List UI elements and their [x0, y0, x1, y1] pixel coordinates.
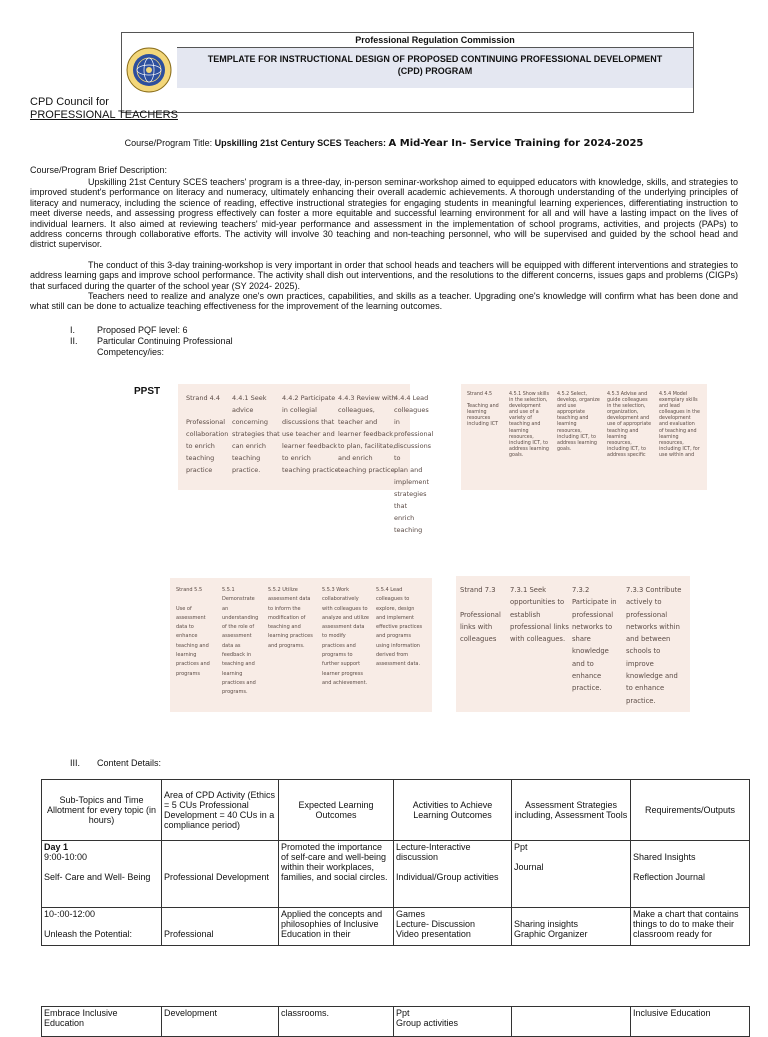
course-title-bold: Upskilling 21st Century SCES Teachers: — [214, 138, 389, 148]
table-cell — [394, 841, 512, 908]
org-name: Professional Regulation Commission — [177, 33, 693, 48]
strand-7-3-image — [456, 576, 690, 712]
strand-4-5-image — [461, 384, 707, 490]
strand-5-5-image — [170, 578, 432, 712]
p3-text: Teachers need to realize and analyze one's own practices, capabilities, and skills as a teacher. Upgrading one's knowledge will confirm what has been done and what still can be done to actualize teaching effectiveness for the improvement of the learning outcomes. — [30, 291, 738, 312]
cpd-area: Professional Development — [164, 872, 270, 882]
council-line1: CPD Council for — [30, 96, 109, 108]
table-cell: Promoted the importance of self-care and well-being within their workplaces, families, and social circles. — [279, 841, 394, 908]
p2-text: The conduct of this 3-day training-workshop is very important in order that school heads and teachers will be equipped with different interventions and strategies to address learning gaps and improve school performance. The activity shall dish out interventions, and the resolutions to the different concerns, issues gaps and problems (CIGPs) that surfaced during the quarter of the school year (SY 2024- 2025). — [30, 260, 738, 291]
list-text: Competency/ies: — [97, 347, 165, 357]
assessment: Journal — [514, 862, 544, 872]
strand-cell: Strand 4.5 Teaching and learning resources including ICT — [467, 392, 499, 428]
list-num: I. — [70, 325, 76, 335]
output: Reflection Journal — [633, 872, 706, 882]
description-paragraph-2 — [30, 260, 738, 291]
strand-cell: 5.5.3 Work collaboratively with colleagues to analyze and utilize assessment data to modify practices and programs to further support learner progress and achievement. — [322, 587, 369, 686]
description-label: Course/Program Brief Description: — [30, 165, 168, 175]
table-cell — [512, 1007, 631, 1037]
assessment: Sharing insights Graphic Organizer — [514, 919, 588, 939]
form-title-line2: (CPD) PROGRAM — [397, 66, 473, 76]
topic: Unleash the Potential: — [44, 929, 133, 939]
table-header-row — [42, 780, 750, 841]
strand-cell: 7.3.2 Participate in professional networks to share knowledge and to enhance practice. — [572, 586, 617, 693]
council-line2: PROFESSIONAL TEACHERS — [30, 109, 178, 121]
content-details-heading — [70, 758, 161, 768]
strand-cell: 5.5.2 Utilize assessment data to inform the modification of teaching and learning practices and programs. — [268, 587, 313, 649]
table-cell: Applied the concepts and philosophies of Inclusive Education in their — [279, 908, 394, 946]
strand-cell: 5.5.1 Demonstrate an understanding of the role of assessment data as feedback in teaching and learning practices and programs. — [222, 587, 259, 696]
list-text: Proposed PQF level: 6 — [97, 325, 188, 335]
table-row — [42, 1007, 750, 1037]
content-details-table-continued — [41, 1006, 750, 1037]
strand-cell: 4.5.3 Advise and guide colleagues in the selection, organization, development and use of appropriate teaching and learning resources, including ICT, to address specific — [607, 392, 652, 458]
strand-cell: 4.5.4 Model exemplary skills and lead colleagues in the development and evaluation of teaching and learning resources, including ICT, for use within and — [659, 392, 700, 458]
strand-cell: 4.4.2 Participate in collegial discussions that use teacher and learner feedback to enrich teaching practice. — [282, 394, 341, 474]
strand-cell: 4.4.3 Review with colleagues, teacher and learner feedback to plan, facilitate, and enrich teaching practice. — [338, 394, 397, 474]
list-num: II. — [70, 336, 78, 346]
strand-cell: Strand 5.5 Use of assessment data to enhance teaching and learning practices and programs — [176, 587, 210, 677]
table-cell: Make a chart that contains things to do to make their classroom ready for — [631, 908, 750, 946]
list-text: Content Details: — [97, 758, 162, 768]
table-row — [42, 908, 750, 946]
activity: Lecture-Interactive discussion — [396, 842, 471, 862]
output: Shared Insights — [633, 852, 696, 862]
list-num: III. — [70, 758, 81, 768]
table-cell: Ppt Group activities — [394, 1007, 512, 1037]
list-text: Particular Continuing Professional — [97, 336, 233, 346]
council-name — [30, 96, 178, 122]
course-title — [0, 138, 768, 149]
strand-cell: Strand 7.3 Professional links with colleagues — [460, 586, 501, 644]
table-cell — [42, 908, 162, 946]
strand-cell: Strand 4.4 Professional collaboration to enrich teaching practice — [186, 394, 229, 474]
strand-cell: 4.4.4 Lead colleagues in professional discussions to plan and implement strategies that enrich teaching — [394, 394, 434, 534]
topic: Self- Care and Well- Being — [44, 872, 151, 882]
table-row — [42, 841, 750, 908]
table-cell — [512, 908, 631, 946]
header-cell: Assessment Strategies including, Assessment Tools — [512, 780, 631, 841]
cpd-area: Professional — [164, 929, 214, 939]
header-cell: Sub-Topics and Time Allotment for every topic (in hours) — [42, 780, 162, 841]
table-cell — [631, 841, 750, 908]
table-cell: Games Lecture- Discussion Video presentation — [394, 908, 512, 946]
p1-text: Upskilling 21st Century SCES teachers' program is a three-day, in-person seminar-workshop aimed to equipped educators with knowledge, skills, and strategies to improved student's performance on literacy and numeracy, ultimately enhancing their overall academic achievements. A thorough understanding of the underlying principles of literacy and numeracy, including the science of reading, effective instructional strategies for engaging students in meaningful learning experiences, differentiating instruction to meet diverse needs, and assessing progress effectively can foster a more equitable and successful learning environment for all and will have a lasting impact on the lives of individual learners. It also aimed at reviewing teachers' mid-year performance and assessment in the implementation of school programs, activities, and projects (PAPs) to address concerns through collaborative efforts. The activity will involve 30 teaching and non-teaching personnel, who will be supervised and guided by the school head and district supervisor. — [30, 177, 738, 250]
time-slot: 10-:00-12:00 — [44, 909, 96, 919]
strand-cell: 4.5.1 Show skills in the selection, development and use of a variety of teaching and learning resources, including ICT, to address learning goals. — [509, 392, 549, 458]
content-details-table — [41, 779, 750, 946]
day-label: Day 1 — [44, 842, 69, 852]
time-slot: 9:00-10:00 — [44, 852, 88, 862]
course-title-large: A Mid-Year In- Service Training for 2024-2025 — [388, 138, 644, 149]
header-cell: Area of CPD Activity (Ethics = 5 CUs Professional Development = 40 CUs in a compliance period) — [162, 780, 279, 841]
table-cell: Embrace Inclusive Education — [42, 1007, 162, 1037]
strand-cell: 7.3.1 Seek opportunities to establish professional links with colleagues. — [510, 586, 569, 644]
table-cell — [162, 908, 279, 946]
form-header — [121, 32, 694, 113]
list-item-pqf — [70, 325, 188, 336]
strand-cell: 7.3.3 Contribute actively to professional networks within and between schools to improve knowledge and to enhance practice. — [626, 586, 682, 705]
activity: Individual/Group activities — [396, 872, 499, 882]
header-cell: Activities to Achieve Learning Outcomes — [394, 780, 512, 841]
description-paragraph-3 — [30, 291, 738, 312]
table-cell: Development — [162, 1007, 279, 1037]
ppst-label: PPST — [134, 386, 161, 397]
description-paragraph-1 — [30, 177, 738, 250]
list-item-competency — [70, 336, 233, 358]
strand-4-4-image — [178, 384, 434, 534]
course-title-label: Course/Program Title: — [124, 138, 215, 148]
header-cell: Expected Learning Outcomes — [279, 780, 394, 841]
table-cell — [512, 841, 631, 908]
strand-cell: 5.5.4 Lead colleagues to explore, design and implement effective practices and programs using information derived from assessment data. — [376, 587, 423, 668]
header-cell: Requirements/Outputs — [631, 780, 750, 841]
table-cell — [162, 841, 279, 908]
table-cell: classrooms. — [279, 1007, 394, 1037]
form-title-line1: TEMPLATE FOR INSTRUCTIONAL DESIGN OF PROPOSED CONTINUING PROFESSIONAL DEVELOPMENT — [207, 54, 663, 64]
table-cell: Inclusive Education — [631, 1007, 750, 1037]
strand-cell: 4.5.2 Select, develop, organize and use appropriate teaching and learning resources, including ICT, to address learning goals. — [557, 392, 600, 452]
prc-seal-logo — [126, 47, 172, 93]
table-cell — [42, 841, 162, 908]
strand-cell: 4.4.1 Seek advice concerning strategies that can enrich teaching practice. — [232, 394, 280, 474]
assessment: Ppt — [514, 842, 528, 852]
form-title — [177, 48, 693, 88]
